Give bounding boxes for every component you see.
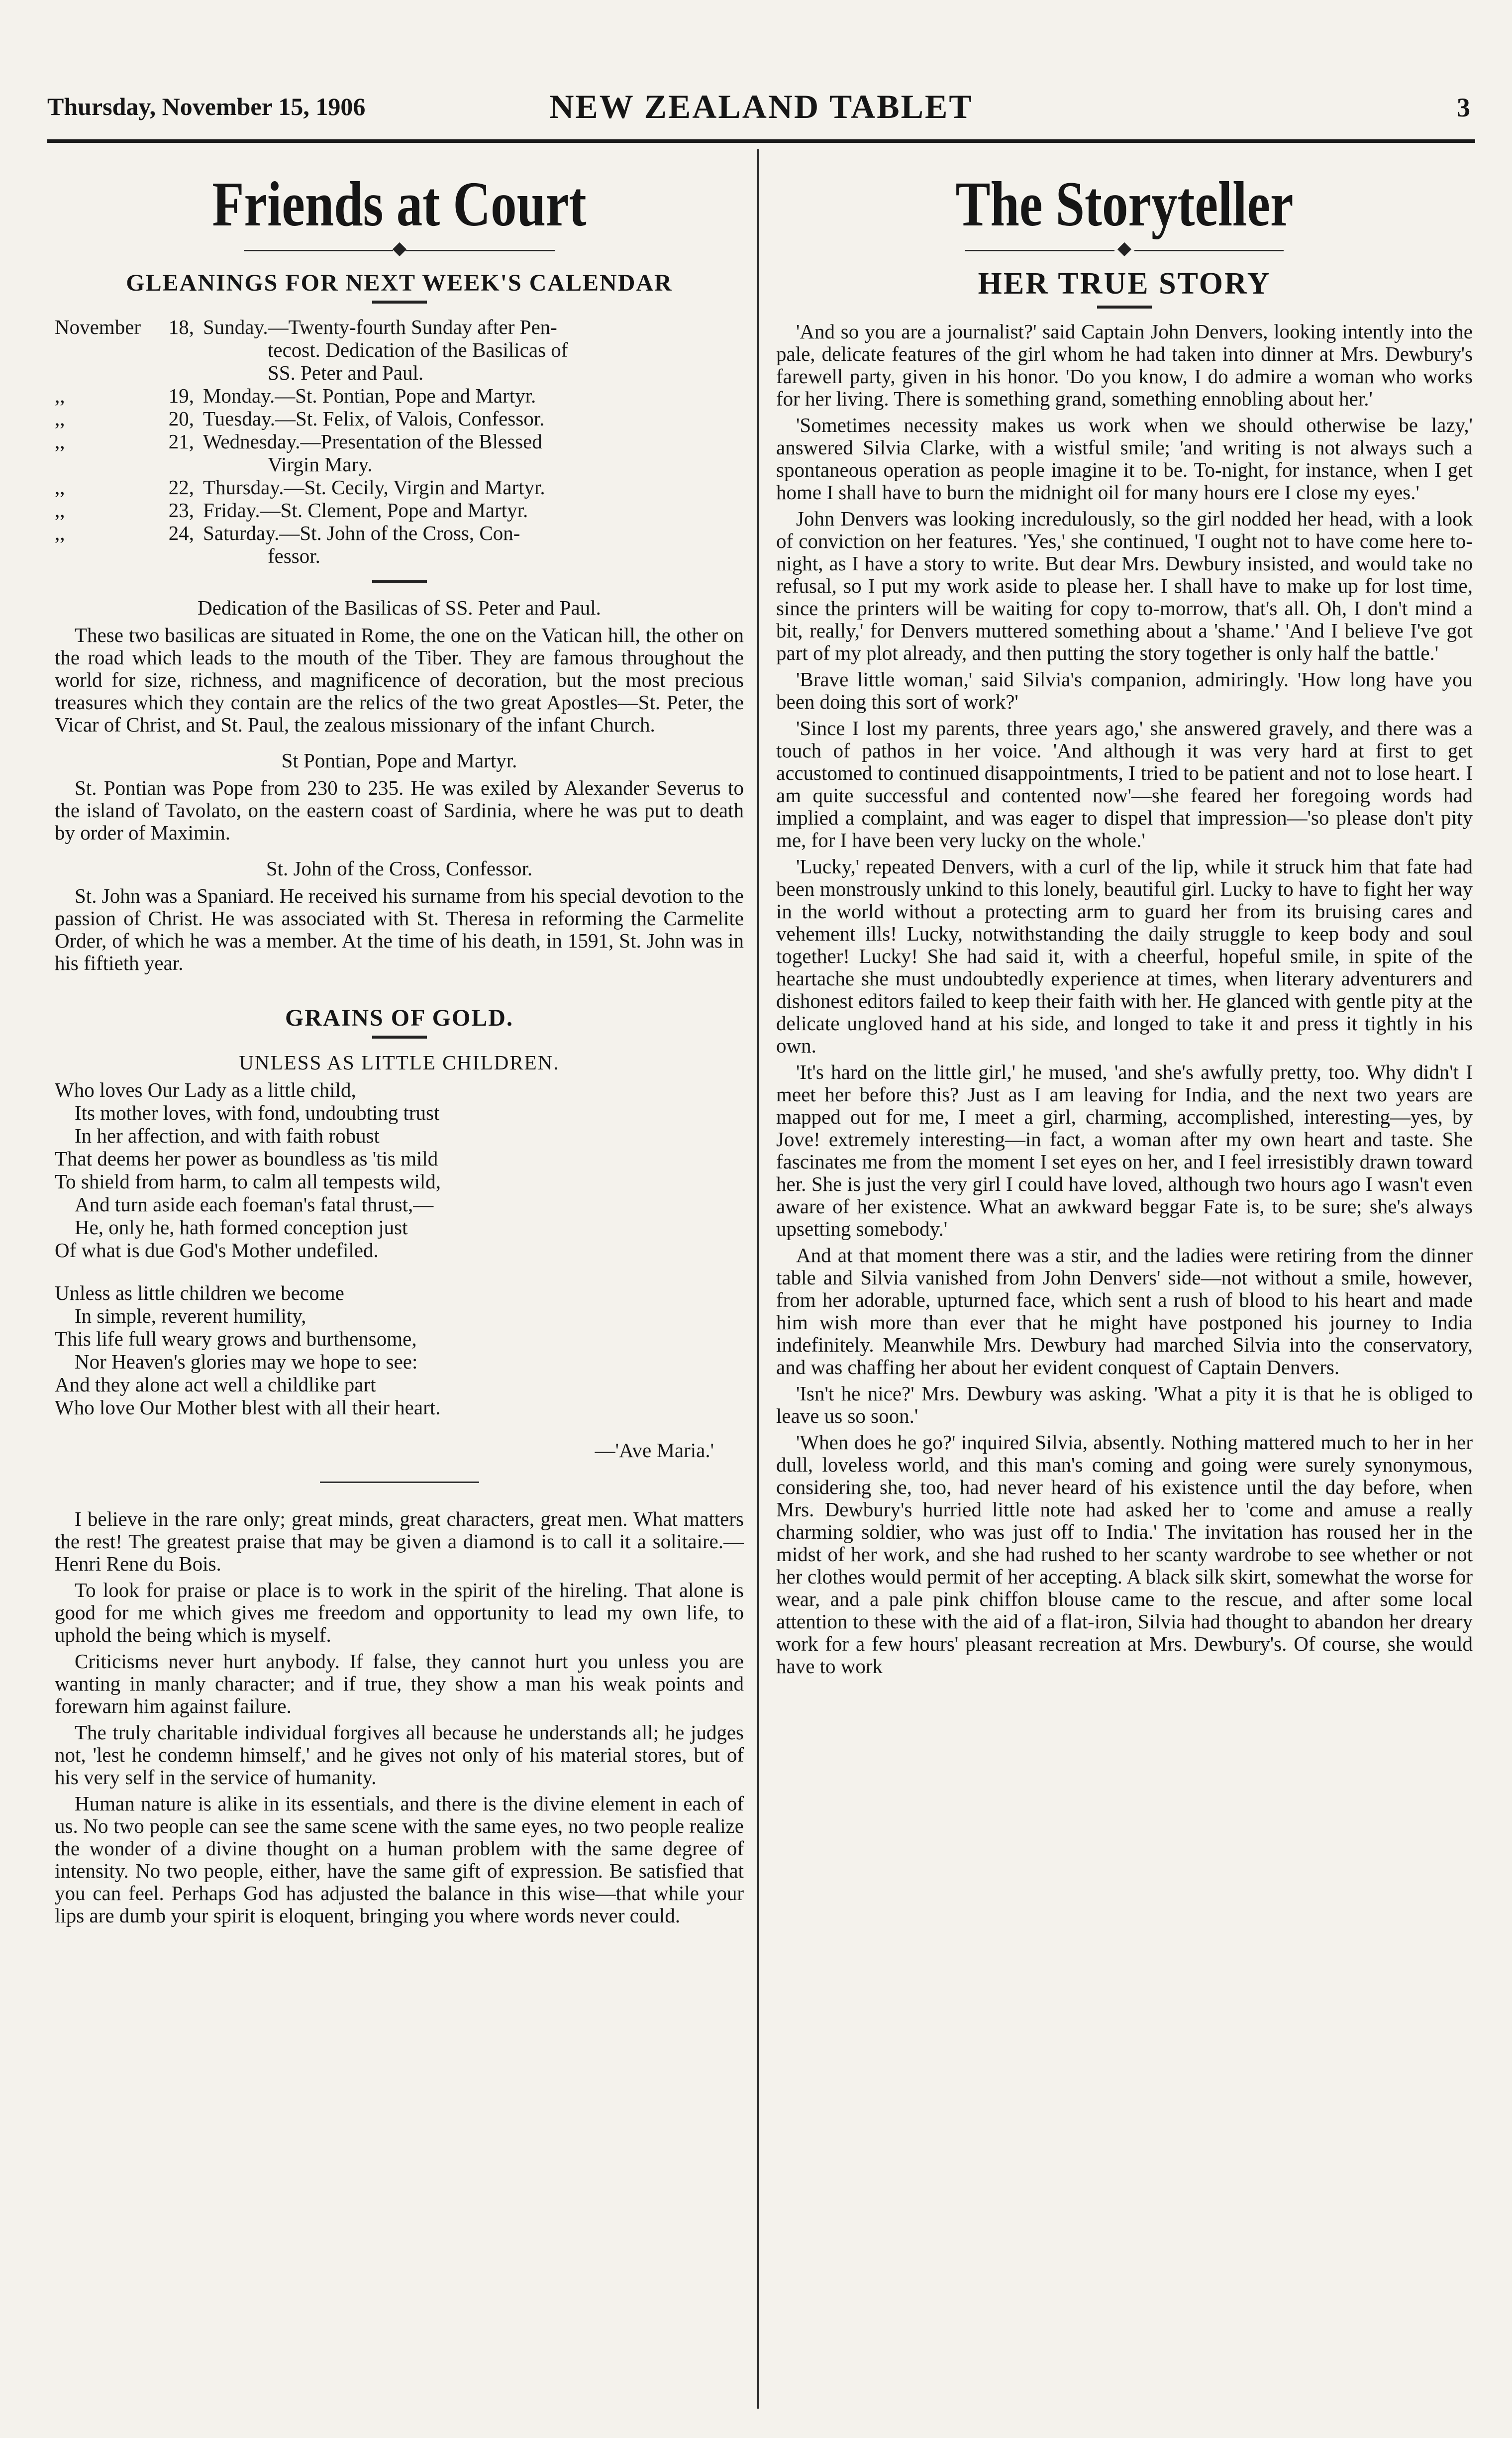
- poem-stanza: [55, 1078, 744, 1262]
- short-rule: [1097, 306, 1152, 309]
- calendar-row: [55, 430, 744, 476]
- story-paragraph: 'And so you are a journalist?' said Captain John Denvers, looking intently into the pale, delicate features of the girl whom he had taken into dinner at Mrs. Dewbury's farewell party, given in his honor. 'Do you know, I do admire a woman who works for her living. There is something grand, something ennobling about her.': [776, 319, 1473, 410]
- feast-title: St Pontian, Pope and Martyr.: [281, 748, 517, 772]
- poem-line: Unless as little children we become: [55, 1281, 344, 1304]
- calendar-entry-text: Thursday.—St. Cecily, Virgin and Martyr.: [203, 475, 545, 499]
- calendar-month: ,,: [55, 407, 65, 430]
- calendar-day: 24,: [168, 521, 194, 544]
- newspaper-title: NEW ZEALAND TABLET: [549, 88, 973, 125]
- feast-paragraph: St. Pontian was Pope from 230 to 235. He was exiled by Alexander Severus to the island of Tavolato, on the eastern coast of Sardinia, where he was put to death by order of Maximin.: [55, 776, 744, 844]
- calendar-entry: [203, 499, 744, 522]
- calendar-entry: [203, 522, 744, 567]
- storyteller-heading: The Storyteller: [955, 169, 1294, 239]
- calendar-month: ,,: [55, 429, 65, 453]
- calendar-month: ,,: [55, 498, 65, 522]
- story-paragraph: 'Sometimes necessity makes us work when we should otherwise be lazy,' answered Silvia Clarke, with a wistful smile; 'and writing is not always such a spontaneous operation as people imagine it to be. To-night, for instance, when I get home I shall have to burn the midnight oil for many hours ere I close my eyes.': [776, 413, 1473, 504]
- grains-paragraph: The truly charitable individual forgives all because he understands all; he judges not, 'lest he condemn himself,' and he gives not only of his material stores, but of his very self in the service of humanity.: [55, 1720, 744, 1789]
- left-column: [55, 159, 744, 2409]
- poem-line: Nor Heaven's glories may we hope to see:: [75, 1350, 418, 1373]
- calendar-month: ,,: [55, 384, 65, 407]
- column-divider: [757, 149, 759, 2409]
- calendar-entry-text: Saturday.—St. John of the Cross, Con-: [203, 521, 520, 544]
- short-rule: [372, 301, 427, 304]
- grains-paragraphs: [55, 1508, 744, 1927]
- calendar-entry: [203, 384, 744, 407]
- calendar-heading: GLEANINGS FOR NEXT WEEK'S CALENDAR: [126, 269, 673, 296]
- feast-descriptions: [55, 596, 744, 974]
- story-paragraph: 'Isn't he nice?' Mrs. Dewbury was asking. 'What a pity it is that he is obliged to leave us so soon.': [776, 1381, 1473, 1427]
- poem-line: To shield from harm, to calm all tempests wild,: [55, 1169, 441, 1193]
- calendar-month: ,,: [55, 475, 65, 499]
- page-number: 3: [1457, 93, 1470, 122]
- calendar-entry-continuation: fessor.: [268, 544, 320, 567]
- poem-line: Its mother loves, with fond, undoubting trust: [75, 1101, 440, 1124]
- poem-line: In simple, reverent humility,: [75, 1304, 306, 1327]
- calendar-entry-text: Friday.—St. Clement, Pope and Martyr.: [203, 498, 528, 522]
- calendar-day: 23,: [168, 498, 194, 522]
- feast-title: Dedication of the Basilicas of SS. Peter and Paul.: [198, 596, 601, 619]
- story-paragraph: 'Lucky,' repeated Denvers, with a curl of the lip, while it struck him that fate had been monstrously unkind to this lonely, beautiful girl. Lucky to have to fight her way in the world without a protecting arm to guard her from its bruising cares and vehement ills! Lucky, notwithstanding the daily struggle to keep body and soul together! Lucky! She had said it, with a cheerful, hopeful smile, in spite of the heartache she must undoubtedly experience at times, when literary adventurers and dishonest editors failed to keep their faith with her. He glanced with gentle pity at the delicate ungloved hand at his side, and longed to take it and press it tightly in his own.: [776, 854, 1473, 1057]
- story-paragraph: 'Since I lost my parents, three years ago,' she answered gravely, and there was a touch of pathos in her voice. 'And although it was very hard at first to get accustomed to continued disappointments, I tried to be patient and not to lose heart. I am quite successful and contented now'—she feared her foregoing words had implied a complaint, and was eager to dispel that impression—'so please don't pity me, for I have been very lucky on the whole.': [776, 716, 1473, 851]
- poem-stanza: [55, 1281, 744, 1419]
- issue-date: Thursday, November 15, 1906: [47, 93, 366, 120]
- calendar-entry: [203, 476, 744, 499]
- calendar-entry-continuation: SS. Peter and Paul.: [268, 361, 424, 384]
- grains-paragraph: Human nature is alike in its essentials, and there is the divine element in each of us. No two people can see the same scene with the same eyes, no two people realize the wonder of a divine thought on a human problem with the same degree of intensity. No two people, either, have the same gift of expression. Be satisfied that you can feel. Perhaps God has adjusted the balance in this wise—that while your lips are dumb your spirit is eloquent, bringing you where words never could.: [55, 1792, 744, 1927]
- poem-attribution: —'Ave Maria.': [595, 1438, 714, 1462]
- calendar-entry-text: Tuesday.—St. Felix, of Valois, Confessor.: [203, 407, 545, 430]
- calendar-entry-continuation: tecost. Dedication of the Basilicas of: [268, 338, 568, 361]
- poem-line: Who loves Our Lady as a little child,: [55, 1078, 356, 1101]
- calendar-entry: [203, 316, 744, 384]
- poem-line: He, only he, hath formed conception just: [75, 1215, 408, 1239]
- calendar-entry: [203, 430, 744, 476]
- poem-line: Who love Our Mother blest with all their heart.: [55, 1395, 441, 1419]
- right-column: [776, 159, 1473, 2409]
- calendar-day: 19,: [168, 384, 194, 407]
- feast-paragraph: St. John was a Spaniard. He received his surname from his special devotion to the passion of Christ. He was associated with St. Theresa in reforming the Carmelite Order, of which he was a member. At the time of his death, in 1591, St. John was in his fiftieth year.: [55, 884, 744, 974]
- feast-paragraph: These two basilicas are situated in Rome, the one on the Vatican hill, the other on the road which leads to the mouth of the Tiber. They are famous throughout the world for size, richness, and magnificence of decoration, but the most precious treasures which they contain are the relics of the two great Apostles—St. Peter, the Vicar of Christ, and St. Paul, the zealous missionary of the infant Church.: [55, 623, 744, 736]
- grains-of-gold-heading: GRAINS OF GOLD.: [285, 1004, 513, 1031]
- calendar-entry-continuation: Virgin Mary.: [268, 452, 373, 476]
- story-body: [776, 320, 1473, 1678]
- masthead: [47, 85, 1475, 143]
- poem: [55, 1078, 744, 1419]
- calendar-day: 20,: [168, 407, 194, 430]
- short-rule: [372, 1036, 427, 1039]
- friends-at-court-heading: Friends at Court: [212, 169, 587, 239]
- calendar-row: [55, 384, 744, 407]
- feast-calendar: [55, 316, 744, 567]
- calendar-month: November: [55, 315, 141, 338]
- story-paragraph: 'When does he go?' inquired Silvia, absently. Nothing mattered much to her in her dull, loveless world, and this man's coming and going were surely synonymous, considering she, too, had never heard of his existence until the day before, when Mrs. Dewbury's hurried little note had asked her to 'come and amuse a really charming soldier, who was just off to India.' The invitation has roused her in the midst of her work, and she had rushed to her scanty wardrobe to see whether or not her clothes would permit of her accepting. A black silk skirt, somewhat the worse for wear, and a pale pink chiffon blouse came to the rescue, and after some local attention to these with the aid of a flat-iron, Silvia had thought to abandon her dreary work for a few hours' pleasant recreation at Mrs. Dewbury's. Of course, she would have to work: [776, 1430, 1473, 1678]
- poem-line: In her affection, and with faith robust: [75, 1124, 380, 1147]
- calendar-row: [55, 316, 744, 384]
- calendar-entry-text: Wednesday.—Presentation of the Blessed: [203, 429, 542, 453]
- story-paragraph: John Denvers was looking incredulously, so the girl nodded her head, with a look of conviction on her features. 'Yes,' she continued, 'I ought not to have come here to-night, as I have a story to write. But dear Mrs. Dewbury insisted, and would take no refusal, so I put my work aside to please her. I shall have to make up for lost time, since the printers will be waiting for copy to-morrow, that's all. Oh, I don't mind a bit, really,' for Denvers muttered something about a 'shame.' 'And I believe I've got part of my plot already, and then putting the story together is only half the battle.': [776, 507, 1473, 664]
- calendar-day: 22,: [168, 475, 194, 499]
- calendar-entry: [203, 407, 744, 430]
- calendar-day: 18,: [168, 315, 194, 338]
- poem-line: Of what is due God's Mother undefiled.: [55, 1238, 379, 1262]
- calendar-row: [55, 522, 744, 567]
- grains-paragraph: To look for praise or place is to work in the spirit of the hireling. That alone is good for me which gives me freedom and opportunity to lead my own life, to uphold the being which is myself.: [55, 1578, 744, 1646]
- ornament-divider: [776, 244, 1473, 256]
- poem-line: That deems her power as boundless as 'tis mild: [55, 1147, 438, 1170]
- story-title: HER TRUE STORY: [978, 266, 1271, 301]
- ornament-divider: [55, 244, 744, 256]
- short-rule: [372, 580, 427, 583]
- story-paragraph: And at that moment there was a stir, and the ladies were retiring from the dinner table and Silvia vanished from John Denvers' side—not without a smile, however, from her adorable, upturned face, which sent a rush of blood to his heart and made him wish more than ever that he might have postponed his journey to India indefinitely. Meanwhile Mrs. Dewbury had marched Silvia into the conservatory, and was chaffing her about her evident conquest of Captain Denvers.: [776, 1243, 1473, 1378]
- calendar-day: 21,: [168, 429, 194, 453]
- story-paragraph: 'It's hard on the little girl,' he mused, 'and she's awfully pretty, too. Why didn't I meet her before this? Just as I am leaving for India, and the next two years are mapped out for me, I meet a girl, charming, accomplished, interesting—yes, by Jove! extremely interesting—in fact, a woman after my own heart and taste. She fascinates me from the moment I set eyes on her, and I feel irresistibly drawn toward her. She is just the very girl I could have loved, although two hours ago I wasn't even aware of her existence. What an awkward beggar Fate is, to be sure; she's always upsetting somebody.': [776, 1060, 1473, 1240]
- calendar-row: [55, 476, 744, 499]
- poem-line: This life full weary grows and burthensome,: [55, 1327, 417, 1350]
- calendar-entry-text: Sunday.—Twenty-fourth Sunday after Pen-: [203, 315, 557, 338]
- grains-paragraph: Criticisms never hurt anybody. If false, they cannot hurt you unless you are wanting in manly character; and if true, they show a man his weak points and forewarn him against failure.: [55, 1649, 744, 1717]
- divider: [320, 1482, 479, 1483]
- calendar-row: [55, 499, 744, 522]
- poem-line: And turn aside each foeman's fatal thrust,—: [75, 1192, 434, 1216]
- poem-line: And they alone act well a childlike part: [55, 1373, 376, 1396]
- story-paragraph: 'Brave little woman,' said Silvia's companion, admiringly. 'How long have you been doing this sort of work?': [776, 667, 1473, 713]
- calendar-entry-text: Monday.—St. Pontian, Pope and Martyr.: [203, 384, 536, 407]
- grains-paragraph: I believe in the rare only; great minds, great characters, great men. What matters the rest! The greatest praise that may be given a diamond is to call it a solitaire.—Henri Rene du Bois.: [55, 1507, 744, 1575]
- calendar-month: ,,: [55, 521, 65, 544]
- feast-title: St. John of the Cross, Confessor.: [266, 856, 533, 880]
- calendar-row: [55, 407, 744, 430]
- poem-title: UNLESS AS LITTLE CHILDREN.: [239, 1051, 560, 1074]
